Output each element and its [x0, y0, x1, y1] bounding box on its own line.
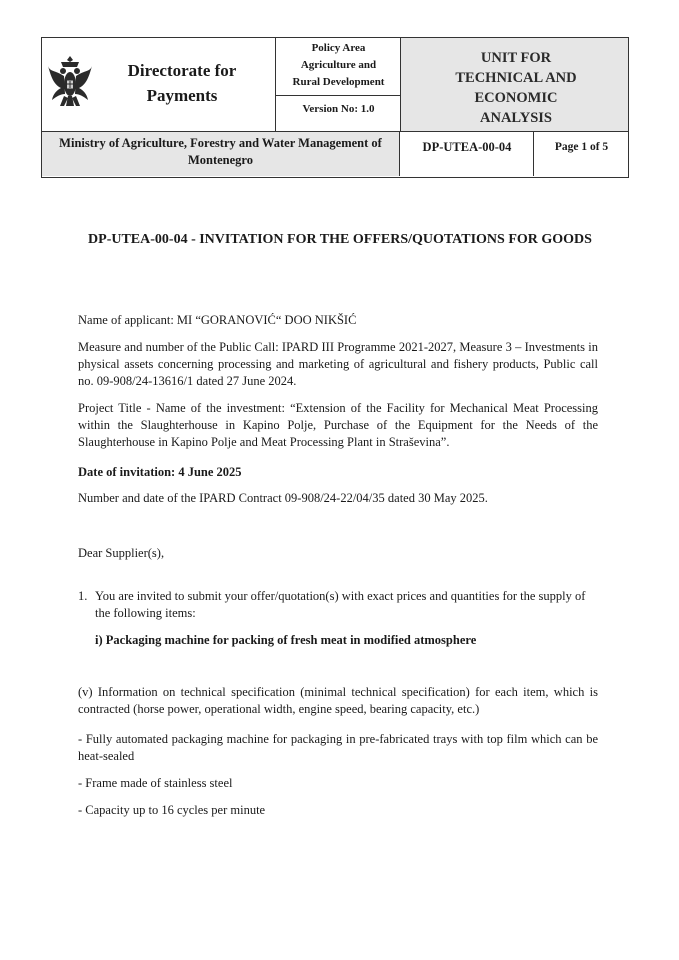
item-1-number: 1. — [78, 589, 88, 603]
directorate-cell — [42, 38, 275, 131]
doc-code-text: DP-UTEA-00-04 — [422, 140, 512, 154]
page-number-cell — [533, 131, 628, 176]
item-1-text: You are invited to submit your offer/quotation(s) with exact prices and quantities for the supply of the following items: — [95, 589, 586, 620]
document-title: DP-UTEA-00-04 - INVITATION FOR THE OFFERS/QUOTATIONS FOR GOODS — [88, 232, 592, 247]
policy-area-text: Policy Area Agriculture and Rural Development — [292, 42, 385, 88]
document-header-table — [41, 37, 629, 178]
item-i-title: i) Packaging machine for packing of fresh meat in modified atmosphere — [95, 633, 477, 647]
policy-area-cell — [275, 38, 400, 131]
public-call-measure: Measure and number of the Public Call: IPARD III Programme 2021-2027, Measure 3 – Investments in physical assets concerning processing and marketing of agricultural and fishery products, Public call no. 09-908/24-13616/1 dated 27 June 2024. — [78, 340, 598, 388]
spec-item-3: - Capacity up to 16 cycles per minute — [78, 803, 266, 817]
ministry-text: Ministry of Agriculture, Forestry and Water Management of Montenegro — [59, 136, 382, 167]
applicant-name: Name of applicant: MI “GORANOVIĆ“ DOO NIKŠIĆ — [78, 313, 357, 327]
spec-item-1: - Fully automated packaging machine for packaging in pre-fabricated trays with top film which can be heat-sealed — [78, 732, 598, 763]
unit-title: UNIT FOR TECHNICAL AND ECONOMIC ANALYSIS — [455, 50, 577, 126]
date-of-invitation: Date of invitation: 4 June 2025 — [78, 465, 242, 479]
unit-cell — [400, 38, 628, 131]
directorate-title: Directorate for Payments — [127, 61, 237, 105]
salutation: Dear Supplier(s), — [78, 546, 165, 560]
spec-item-2: - Frame made of stainless steel — [78, 776, 233, 790]
ipard-contract: Number and date of the IPARD Contract 09-908/24-22/04/35 dated 30 May 2025. — [78, 491, 488, 505]
ministry-cell — [42, 131, 399, 176]
montenegro-coat-of-arms-icon — [47, 54, 93, 114]
doc-code-cell — [399, 131, 533, 176]
page-number-text: Page 1 of 5 — [554, 141, 609, 153]
version-text: Version No: 1.0 — [302, 103, 375, 115]
project-title: Project Title - Name of the investment: “Extension of the Facility for Mechanical Meat Processing within the Slaughterhouse in Kapino Polje, Purchase of the Equipment for the Needs of the Slaughterhouse in Kapino Polje and Meat Processing Plant in Straševina”. — [78, 401, 598, 449]
technical-specification-intro: (v) Information on technical specification (minimal technical specification) for each item, which is contracted (horse power, operational width, engine speed, bearing capacity, etc.) — [78, 685, 598, 716]
